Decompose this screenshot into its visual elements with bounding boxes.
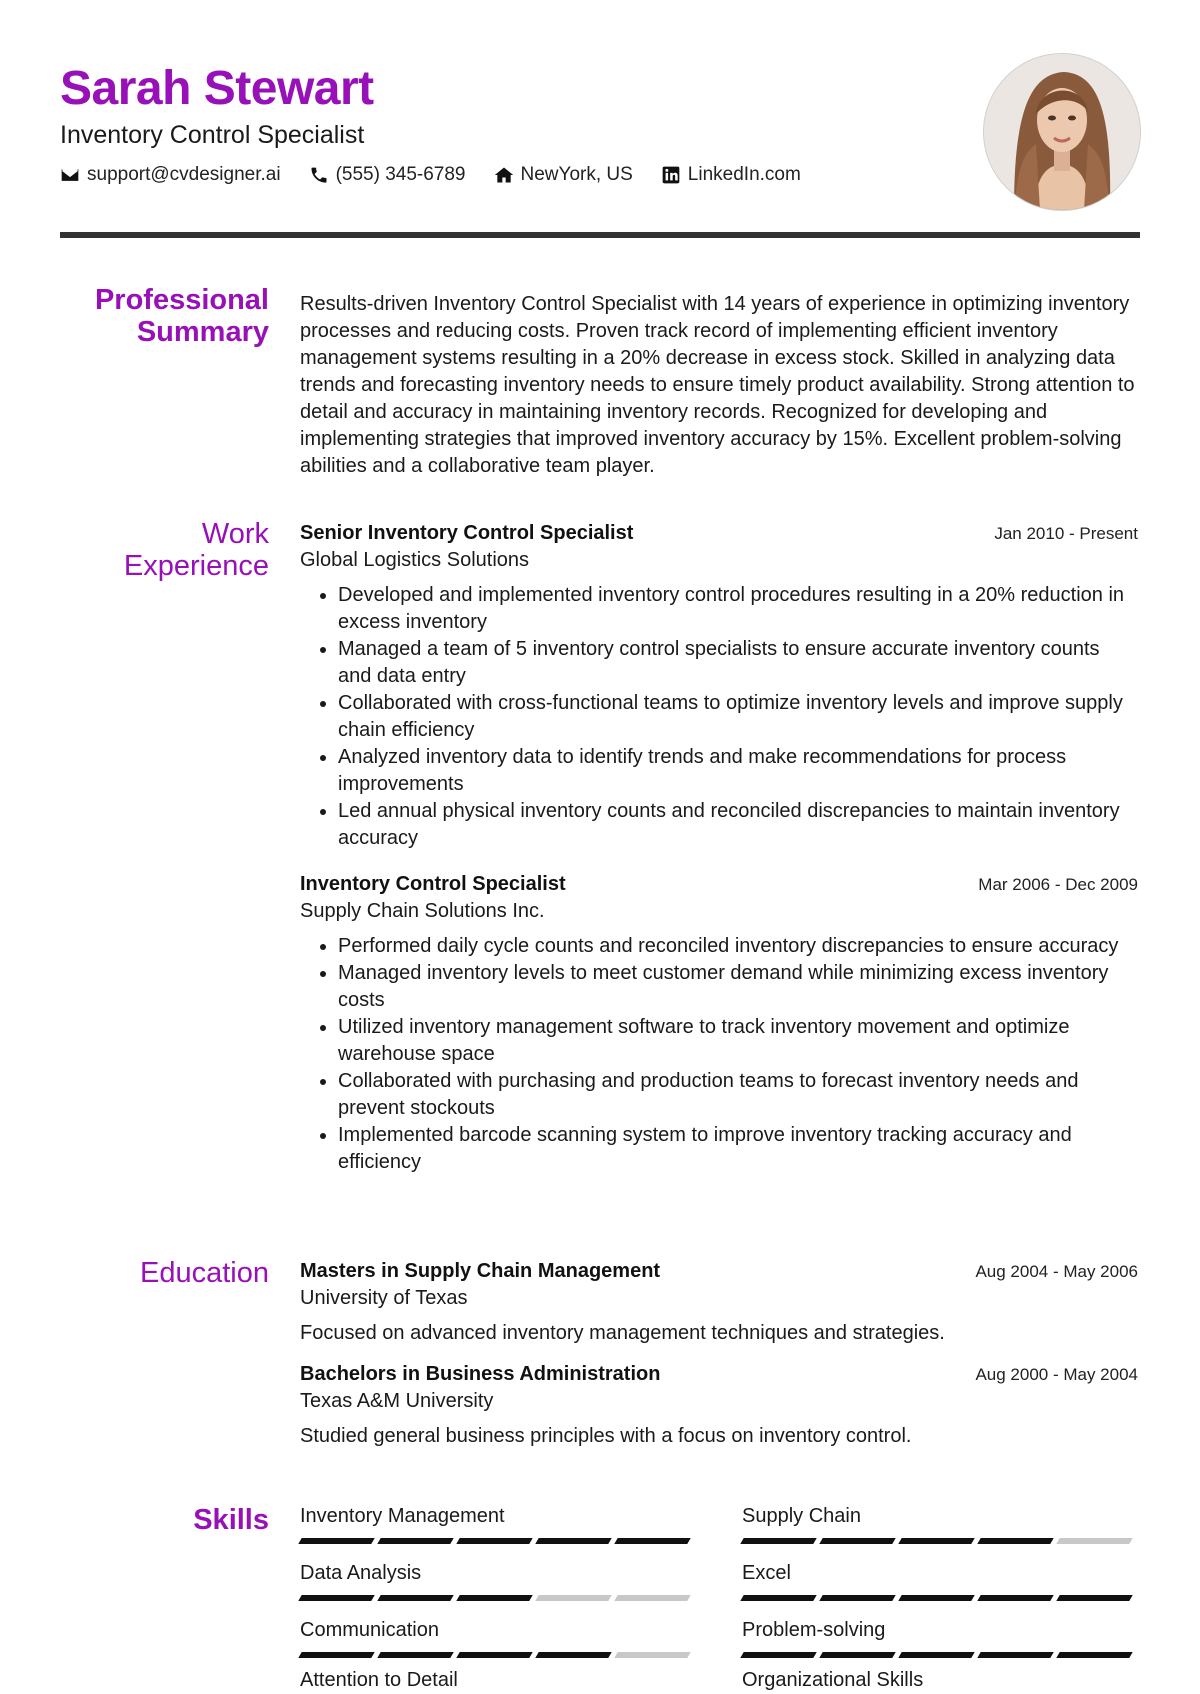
skill-segment-filled <box>456 1538 532 1544</box>
candidate-name: Sarah Stewart <box>60 62 374 115</box>
degree-text: Masters in Supply Chain Management <box>300 1260 661 1282</box>
skill-segment-filled <box>819 1595 895 1601</box>
skill-segment-filled <box>1056 1652 1132 1658</box>
experience-label-line1: Work <box>201 518 269 550</box>
skill-segment-filled <box>535 1652 611 1658</box>
contact-email[interactable] <box>60 164 281 186</box>
job-bullet: • Collaborated with cross-functional teams to optimize inventory levels and improve supply chain efficiency <box>338 690 1138 744</box>
job-date: Jan 2010 - Present <box>994 524 1138 543</box>
job-company: Global Logistics Solutions <box>300 549 530 571</box>
skill-item <box>300 1560 697 1601</box>
contact-location <box>494 164 633 186</box>
skill-name: Problem-solving <box>742 1619 886 1641</box>
linkedin-icon <box>661 165 681 185</box>
skill-item <box>742 1560 1139 1601</box>
summary-label-line1: Professional <box>94 284 269 316</box>
phone-text: (555) 345-6789 <box>335 164 466 185</box>
section-label-skills <box>193 1504 269 1536</box>
envelope-icon <box>60 165 80 185</box>
job-bullet: • Managed a team of 5 inventory control specialists to ensure accurate inventory counts and data entry <box>338 636 1138 690</box>
profile-photo <box>983 53 1141 211</box>
skill-segment-filled <box>298 1538 374 1544</box>
skill-segment-filled <box>819 1538 895 1544</box>
skill-segment-filled <box>377 1652 453 1658</box>
summary-text: Results-driven Inventory Control Specialist with 14 years of experience in optimizing inventory processes and reducing costs. Proven track record of implementing efficient inventory management systems resulting in a 20% decrease in excess stock. Skilled in analyzing data trends and forecasting inventory needs to ensure timely product availability. Strong attention to detail and accuracy in maintaining inventory records. Recognized for developing and implementing strategies that improved inventory accuracy by 15%. Excellent problem-solving abilities and a collaborative team player. <box>300 293 1135 477</box>
job-bullet: • Managed inventory levels to meet customer demand while minimizing excess inventory costs <box>338 960 1138 1014</box>
summary-label-line2: Summary <box>136 316 269 348</box>
contact-row <box>60 164 829 186</box>
skill-segment-empty <box>614 1595 690 1601</box>
skill-level-bar <box>300 1595 697 1601</box>
skill-name: Excel <box>742 1562 791 1584</box>
skill-segment-filled <box>898 1652 974 1658</box>
skill-segment-filled <box>377 1595 453 1601</box>
skill-segment-filled <box>377 1538 453 1544</box>
job-title-text: Inventory Control Specialist <box>300 873 566 895</box>
skill-segment-filled <box>298 1595 374 1601</box>
home-icon <box>494 165 514 185</box>
linkedin-text: LinkedIn.com <box>687 164 801 185</box>
section-label-experience <box>124 518 269 582</box>
skill-segment-filled <box>535 1538 611 1544</box>
job-bullet: • Performed daily cycle counts and reconciled inventory discrepancies to ensure accuracy <box>338 933 1138 960</box>
section-label-summary <box>95 284 269 348</box>
skill-segment-filled <box>1056 1595 1132 1601</box>
education-desc: Focused on advanced inventory management techniques and strategies. <box>300 1322 945 1344</box>
skill-item <box>300 1503 697 1544</box>
job-date: Mar 2006 - Dec 2009 <box>978 875 1138 894</box>
skill-item <box>300 1667 697 1694</box>
job-entry <box>300 520 1138 852</box>
contact-phone[interactable] <box>309 164 466 186</box>
skills-label: Skills <box>193 1504 269 1536</box>
skill-segment-empty <box>614 1652 690 1658</box>
skill-item <box>742 1617 1139 1658</box>
skill-segment-filled <box>977 1538 1053 1544</box>
header-divider <box>60 232 1140 238</box>
skill-item <box>742 1503 1139 1544</box>
degree-text: Bachelors in Business Administration <box>300 1363 661 1385</box>
education-date: Aug 2004 - May 2006 <box>975 1262 1138 1281</box>
skill-name: Organizational Skills <box>742 1669 924 1691</box>
section-label-education <box>140 1257 269 1289</box>
skill-segment-filled <box>456 1652 532 1658</box>
skill-name: Inventory Management <box>300 1505 505 1527</box>
experience-label-line2: Experience <box>123 550 269 582</box>
job-title: Inventory Control Specialist <box>60 121 365 149</box>
skill-segment-filled <box>898 1538 974 1544</box>
job-bullets <box>300 933 1138 1176</box>
skill-level-bar <box>742 1538 1139 1544</box>
skill-segment-filled <box>977 1652 1053 1658</box>
school-text: University of Texas <box>300 1287 468 1309</box>
education-label: Education <box>140 1257 269 1289</box>
job-bullet: • Developed and implemented inventory control procedures resulting in a 20% reduction in excess inventory <box>338 582 1138 636</box>
phone-icon <box>309 165 329 185</box>
job-entry <box>300 871 1138 1176</box>
skill-item <box>300 1617 697 1658</box>
job-bullet: • Implemented barcode scanning system to improve inventory tracking accuracy and efficiency <box>338 1122 1138 1176</box>
skill-level-bar <box>300 1538 697 1544</box>
job-bullet: • Collaborated with purchasing and production teams to forecast inventory needs and prevent stockouts <box>338 1068 1138 1122</box>
education-entry <box>300 1361 1138 1450</box>
skill-item <box>742 1667 1139 1694</box>
skill-level-bar <box>742 1595 1139 1601</box>
skill-segment-filled <box>819 1652 895 1658</box>
job-company: Supply Chain Solutions Inc. <box>300 900 545 922</box>
skill-name: Attention to Detail <box>300 1669 458 1691</box>
job-bullets <box>300 582 1138 852</box>
skill-segment-filled <box>977 1595 1053 1601</box>
job-bullet: • Led annual physical inventory counts and reconciled discrepancies to maintain inventory accuracy <box>338 798 1138 852</box>
job-title-text: Senior Inventory Control Specialist <box>300 522 634 544</box>
skill-segment-filled <box>898 1595 974 1601</box>
location-text: NewYork, US <box>520 164 633 185</box>
skill-segment-empty <box>535 1595 611 1601</box>
skill-segment-filled <box>740 1538 816 1544</box>
skill-segment-empty <box>1056 1538 1132 1544</box>
school-text: Texas A&M University <box>300 1390 494 1412</box>
skill-level-bar <box>742 1652 1139 1658</box>
skill-segment-filled <box>456 1595 532 1601</box>
summary-block <box>300 291 1138 480</box>
skill-segment-filled <box>614 1538 690 1544</box>
job-bullet: • Utilized inventory management software to track inventory movement and optimize warehouse space <box>338 1014 1138 1068</box>
skill-name: Communication <box>300 1619 439 1641</box>
email-text: support@cvdesigner.ai <box>87 164 281 185</box>
skill-name: Supply Chain <box>742 1505 861 1527</box>
education-date: Aug 2000 - May 2004 <box>975 1365 1138 1384</box>
education-desc: Studied general business principles with a focus on inventory control. <box>300 1425 912 1447</box>
skill-level-bar <box>300 1652 697 1658</box>
skill-segment-filled <box>298 1652 374 1658</box>
education-entry <box>300 1258 1138 1347</box>
skill-segment-filled <box>740 1652 816 1658</box>
job-bullet: • Analyzed inventory data to identify trends and make recommendations for process improvements <box>338 744 1138 798</box>
contact-linkedin[interactable] <box>661 164 801 186</box>
skill-name: Data Analysis <box>300 1562 422 1584</box>
skill-segment-filled <box>740 1595 816 1601</box>
